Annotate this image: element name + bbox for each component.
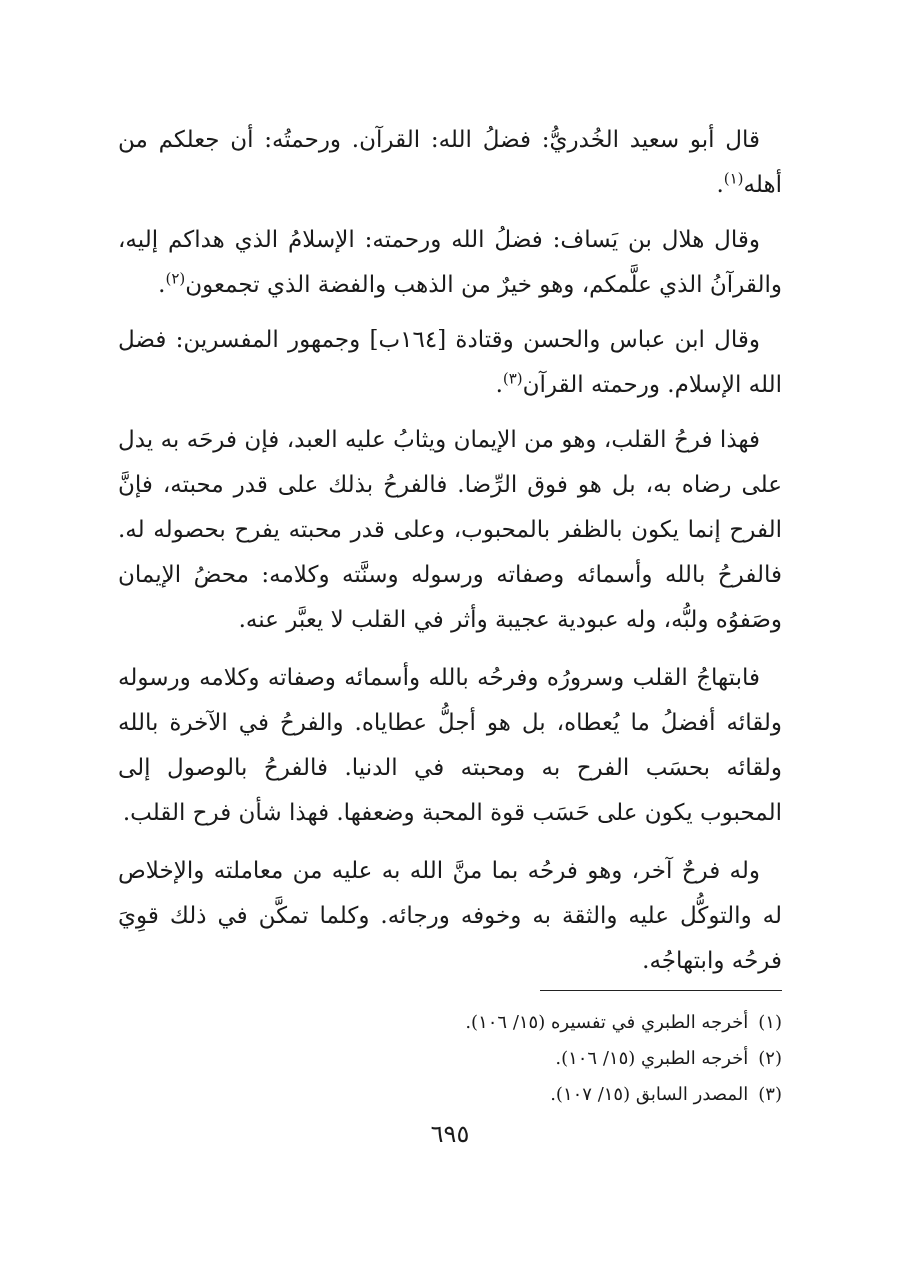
footnote-text: المصدر السابق (١٥/ ١٠٧). [550, 1084, 749, 1105]
paragraph-text: قال أبو سعيد الخُدريُّ: فضلُ الله: القرآن. ورحمتُه: أن جعلكم من أهله [118, 127, 782, 198]
paragraph-end: . [495, 372, 503, 398]
paragraph-3 [118, 318, 782, 408]
footnote-2 [300, 1041, 782, 1077]
paragraph-end: . [716, 172, 724, 198]
main-text [118, 118, 782, 997]
footnote-marker: (٣) [502, 369, 523, 388]
paragraph-5 [118, 656, 782, 836]
paragraph-text: وقال هلال بن يَساف: فضلُ الله ورحمته: الإسلامُ الذي هداكم إليه، والقرآنُ الذي علَّمكم، وهو خيرٌ من الذهب والفضة الذي تجمعون [118, 227, 782, 298]
footnotes [300, 1005, 782, 1113]
paragraph-text: وله فرحٌ آخر، وهو فرحُه بما منَّ الله به عليه من معاملته والإخلاص له والتوكُّل عليه والثقة به وخوفه ورجائه. وكلما تمكَّن في ذلك قوِيَ فرحُه وابتهاجُه. [118, 858, 782, 974]
footnote-text: أخرجه الطبري (١٥/ ١٠٦). [555, 1048, 749, 1069]
paragraph-text: فابتهاجُ القلب وسرورُه وفرحُه بالله وأسمائه وصفاته وكلامه ورسوله ولقائه أفضلُ ما يُعطاه، بل هو أجلُّ عطاياه. والفرحُ في الآخرة بالله ولقائه بحسَب الفرح به ومحبته في الدنيا. فالفرحُ بالوصول إلى المحبوب يكون على حَسَب قوة المحبة وضعفها. فهذا شأن فرح القلب. [118, 665, 782, 826]
footnote-text: أخرجه الطبري في تفسيره (١٥/ ١٠٦). [465, 1012, 749, 1033]
paragraph-end: . [158, 272, 166, 298]
page-number: ٦٩٥ [430, 1120, 470, 1148]
footnote-number: (٢) [758, 1048, 782, 1069]
footnote-marker: (٢) [165, 269, 186, 288]
footnote-number: (١) [758, 1012, 782, 1033]
footnote-1 [300, 1005, 782, 1041]
footnote-marker: (١) [723, 169, 744, 188]
paragraph-text: وقال ابن عباس والحسن وقتادة [١٦٤ب] وجمهور المفسرين: فضل الله الإسلام. ورحمته القرآن [118, 327, 782, 398]
footnote-separator [540, 990, 782, 991]
paragraph-4 [118, 418, 782, 643]
paragraph-1 [118, 118, 782, 208]
footnote-3 [300, 1077, 782, 1113]
paragraph-6 [118, 849, 782, 984]
paragraph-2 [118, 218, 782, 308]
footnote-number: (٣) [758, 1084, 782, 1105]
paragraph-text: فهذا فرحُ القلب، وهو من الإيمان ويثابُ عليه العبد، فإن فرحَه به يدل على رضاه به، بل هو فوق الرِّضا. فالفرحُ بذلك على قدر محبته، فإنَّ الفرح إنما يكون بالظفر بالمحبوب، وعلى قدر محبته يفرح بحصوله له. فالفرحُ بالله وأسمائه وصفاته ورسوله وسنَّته وكلامه: محضُ الإيمان وصَفوُه ولبُّه، وله عبودية عجيبة وأثر في القلب لا يعبَّر عنه. [118, 427, 782, 633]
